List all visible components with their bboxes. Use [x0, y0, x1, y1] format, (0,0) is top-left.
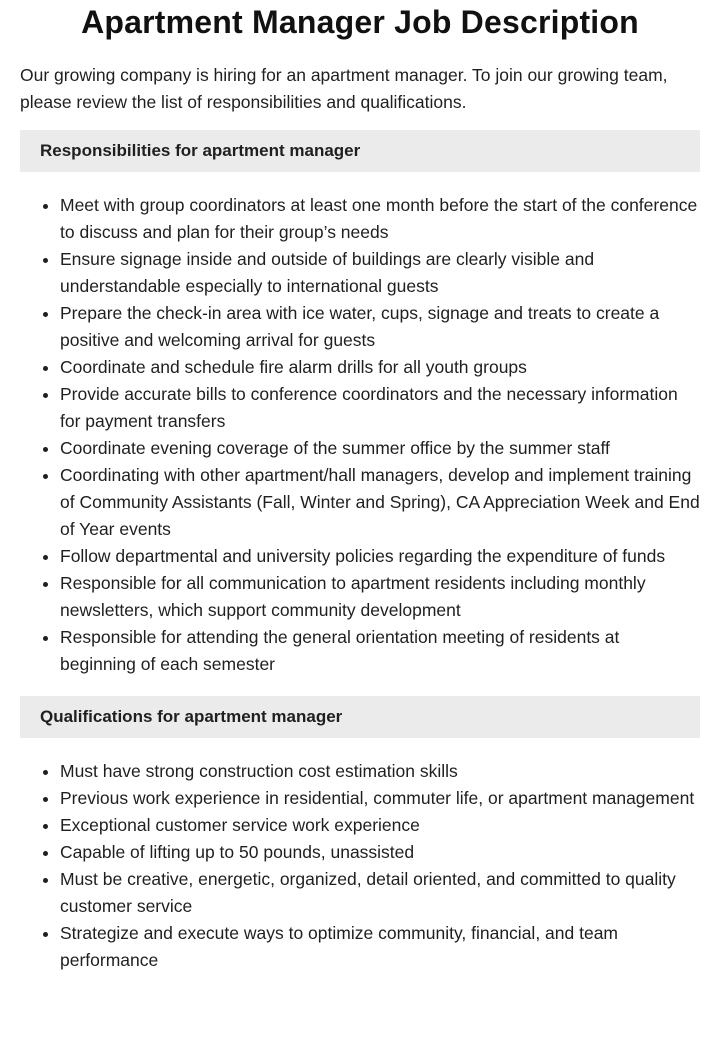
list-item: Must have strong construction cost estimation skills	[60, 758, 700, 785]
list-item: Responsible for all communication to apartment residents including monthly newsletters, which support community development	[60, 570, 700, 624]
responsibilities-list	[20, 192, 700, 678]
list-item: Coordinate evening coverage of the summer office by the summer staff	[60, 435, 700, 462]
list-item: Strategize and execute ways to optimize community, financial, and team performance	[60, 920, 700, 974]
page-title: Apartment Manager Job Description	[81, 4, 639, 40]
list-item: Responsible for attending the general orientation meeting of residents at beginning of each semester	[60, 624, 700, 678]
list-item: Coordinating with other apartment/hall managers, develop and implement training of Community Assistants (Fall, Winter and Spring), CA Appreciation Week and End of Year events	[60, 462, 700, 543]
responsibilities-header	[20, 130, 700, 172]
qualifications-list	[20, 758, 700, 974]
qualifications-heading: Qualifications for apartment manager	[40, 707, 343, 726]
responsibilities-heading: Responsibilities for apartment manager	[40, 141, 361, 160]
list-item: Must be creative, energetic, organized, detail oriented, and committed to quality customer service	[60, 866, 700, 920]
list-item: Follow departmental and university policies regarding the expenditure of funds	[60, 543, 700, 570]
list-item: Coordinate and schedule fire alarm drills for all youth groups	[60, 354, 700, 381]
intro-paragraph: Our growing company is hiring for an apartment manager. To join our growing team, please review the list of responsibilities and qualifications.	[20, 65, 668, 112]
list-item: Exceptional customer service work experience	[60, 812, 700, 839]
list-item: Prepare the check-in area with ice water, cups, signage and treats to create a positive and welcoming arrival for guests	[60, 300, 700, 354]
qualifications-header	[20, 696, 700, 738]
list-item: Provide accurate bills to conference coordinators and the necessary information for payment transfers	[60, 381, 700, 435]
list-item: Previous work experience in residential, commuter life, or apartment management	[60, 785, 700, 812]
list-item: Meet with group coordinators at least one month before the start of the conference to discuss and plan for their group’s needs	[60, 192, 700, 246]
list-item: Capable of lifting up to 50 pounds, unassisted	[60, 839, 700, 866]
list-item: Ensure signage inside and outside of buildings are clearly visible and understandable especially to international guests	[60, 246, 700, 300]
